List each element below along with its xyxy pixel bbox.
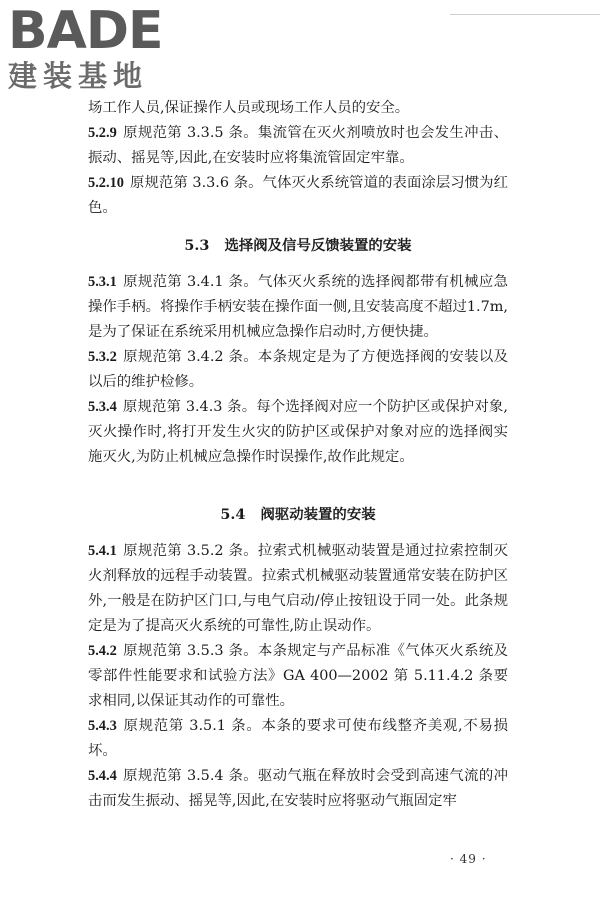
clause-number: 5.3.1 xyxy=(88,274,117,290)
clause-5-2-10: 5.2.10 原规范第 3.3.6 条。气体灭火系统管道的表面涂层习惯为红色。 xyxy=(88,175,508,216)
clause-number: 5.2.9 xyxy=(88,125,117,141)
top-rule xyxy=(450,14,600,15)
clause-5-4-3: 5.4.3 原规范第 3.5.1 条。本条的要求可使布线整齐美观,不易损坏。 xyxy=(88,718,508,759)
clause-number: 5.2.10 xyxy=(88,175,124,191)
clause-5-3-2: 5.3.2 原规范第 3.4.2 条。本条规定是为了方便选择阀的安装以及以后的维护检修。 xyxy=(88,349,508,390)
clause-5-3-4: 5.3.4 原规范第 3.4.3 条。每个选择阀对应一个防护区或保护对象,灭火操作时,将打开发生火灾的防护区或保护对象对应的选择阀实施灭火,为防止机械应急操作时误操作,故作此规定。 xyxy=(88,399,508,465)
section-heading-5-4: 5.4 阀驱动装置的安装 xyxy=(220,506,376,523)
logo-subtitle: 建装基地 xyxy=(8,59,149,93)
clause-number: 5.4.2 xyxy=(88,643,117,659)
clause-5-3-1: 5.3.1 原规范第 3.4.1 条。气体灭火系统的选择阀都带有机械应急操作手柄。将操作手柄安装在操作面一侧,且安装高度不超过1.7m,是为了保证在系统采用机械应急操作启动时,方便快捷。 xyxy=(88,274,508,340)
clause-number: 5.4.3 xyxy=(88,718,117,734)
clause-5-4-4: 5.4.4 原规范第 3.5.4 条。驱动气瓶在释放时会受到高速气流的冲击而发生振动、摇晃等,因此,在安装时应将驱动气瓶固定牢 xyxy=(88,768,508,809)
clause-number: 5.3.4 xyxy=(88,399,117,415)
paragraph-continuation: 场工作人员,保证操作人员或现场工作人员的安全。 xyxy=(88,100,410,116)
clause-5-4-2: 5.4.2 原规范第 3.5.3 条。本条规定与产品标准《气体灭火系统及零部件性能要求和试验方法》GA 400—2002 第 5.11.4.2 条要求相同,以保证其动作的可靠性。 xyxy=(88,643,508,709)
clause-number: 5.3.2 xyxy=(88,349,117,365)
page-number: · 49 · xyxy=(450,852,487,866)
page-body xyxy=(88,96,508,814)
clause-5-2-9: 5.2.9 原规范第 3.3.5 条。集流管在灭火剂喷放时也会发生冲击、振动、摇晃等,因此,在安装时应将集流管固定牢靠。 xyxy=(88,125,508,166)
logo-wordmark: BADE xyxy=(8,1,163,61)
clause-5-4-1: 5.4.1 原规范第 3.5.2 条。拉索式机械驱动装置是通过拉索控制灭火剂释放的远程手动装置。拉索式机械驱动装置通常安装在防护区外,一般是在防护区门口,与电气启动/停止按钮设于同一处。此条规定是为了提高灭火系统的可靠性,防止误动作。 xyxy=(88,543,508,634)
clause-number: 5.4.1 xyxy=(88,543,117,559)
clause-number: 5.4.4 xyxy=(88,768,117,784)
section-heading-5-3: 5.3 选择阀及信号反馈装置的安装 xyxy=(184,237,412,254)
bade-logo xyxy=(8,1,183,93)
